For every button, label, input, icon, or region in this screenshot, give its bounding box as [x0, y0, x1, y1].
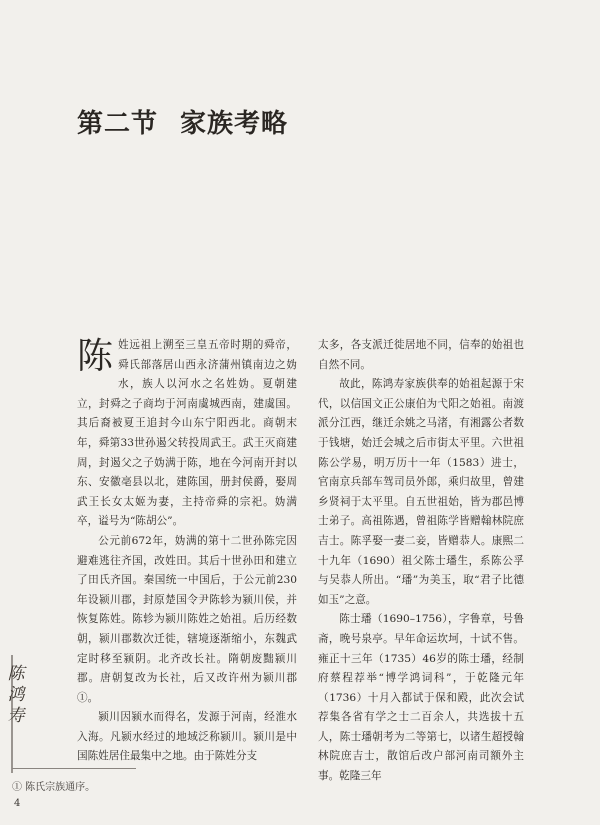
left-text-column — [77, 336, 297, 767]
paragraph-2: 公元前672年，妫满的第十二世孙陈完因避难逃往齐国，改姓田。其后十世孙田和建立了田氏齐国。秦国统一中国后，于公元前230年设颍川郡，封原楚国令尹陈轸为颍川侯，并恢复陈姓。陈轸为颍川陈姓之始祖。后历经数朝，颍川郡数次迁徙，辖境逐渐缩小，东魏武定时移至颍阴。北齐改长社。隋朝废黜颍川郡。唐朝复改为长社，后又改许州为颍川郡①。 — [77, 534, 297, 704]
page-number: 4 — [14, 798, 21, 809]
paragraph-1-text: 姓远祖上溯至三皇五帝时期的舜帝，舜氏部落居山西永济蒲州镇南边之妫水，族人以河水之名姓妫。夏朝建立，封舜之子商均于河南虞城西南，建虞国。其后裔被夏王追封今山东宁阳西北。商朝末年，舜第33世孙遏父转投周武王。武王灭商建周，封遏父之子妫满于陈，地在今河南开封以东、安徽亳县以北，建陈国，册封侯爵，娶周武王长女太姬为妻，主持帝舜的宗祀。妫满卒，谥号为“陈胡公”。 — [77, 339, 297, 528]
section-title: 家族考略 — [180, 109, 289, 139]
footnote: ① 陈氏宗族通序。 — [12, 782, 96, 793]
section-number: 第二节 — [77, 109, 159, 139]
drop-cap: 陈 — [77, 336, 114, 377]
paragraph-6: 陈士璠（1690–1756），字鲁章，号鲁斋，晚号泉亭。早年命运坎坷，十试不售。雍正十三年（1735）46岁的陈士璠，经制府蔡程荐举“博学鸿词科”，于乾隆元年（1736）十月入都试于保和殿，此次会试荐集各省有学之士二百余人，共选拔十五人，陈士璠朝考为二等第七，以诸生超授翰林院庶吉士，散馆后改户部河南司额外主事。乾隆三年 — [318, 613, 524, 783]
footnote-divider — [12, 768, 136, 769]
paragraph-5: 故此，陈鸿寿家族供奉的始祖起源于宋代，以信国文正公康伯为弋阳之始祖。南渡派分江西，继迁余姚之马渚，有湘露公者数于钱塘，始迁会城之后市街太平里。六世祖陈公学易，明万历十一年（1583）进士，官南京兵部车驾司员外郎，乘归故里，曾建乡贤祠于太平里。自五世祖始，皆为郡邑博士弟子。高祖陈遇，曾祖陈学皆赠翰林院庶吉士。陈孚娶一妻二妾，皆赠恭人。康熙二十九年（1690）祖父陈士璠生，系陈公孚与吴恭人所出。“璠”为美玉，取“君子比德如玉”之意。 — [318, 378, 524, 606]
right-text-column — [318, 336, 524, 787]
paragraph-3: 颍川因颍水而得名，发源于河南，经淮水入海。凡颍水经过的地域泛称颍川。颍川是中国陈姓居住最集中之地。由于陈姓分支 — [77, 711, 297, 763]
paragraph-4: 太多，各支派迁徙居地不同，信奉的始祖也自然不同。 — [318, 339, 524, 371]
paragraph-1 — [77, 336, 297, 532]
section-heading — [77, 103, 288, 140]
calligraphy-logo: 陈鸿寿 — [7, 664, 25, 726]
